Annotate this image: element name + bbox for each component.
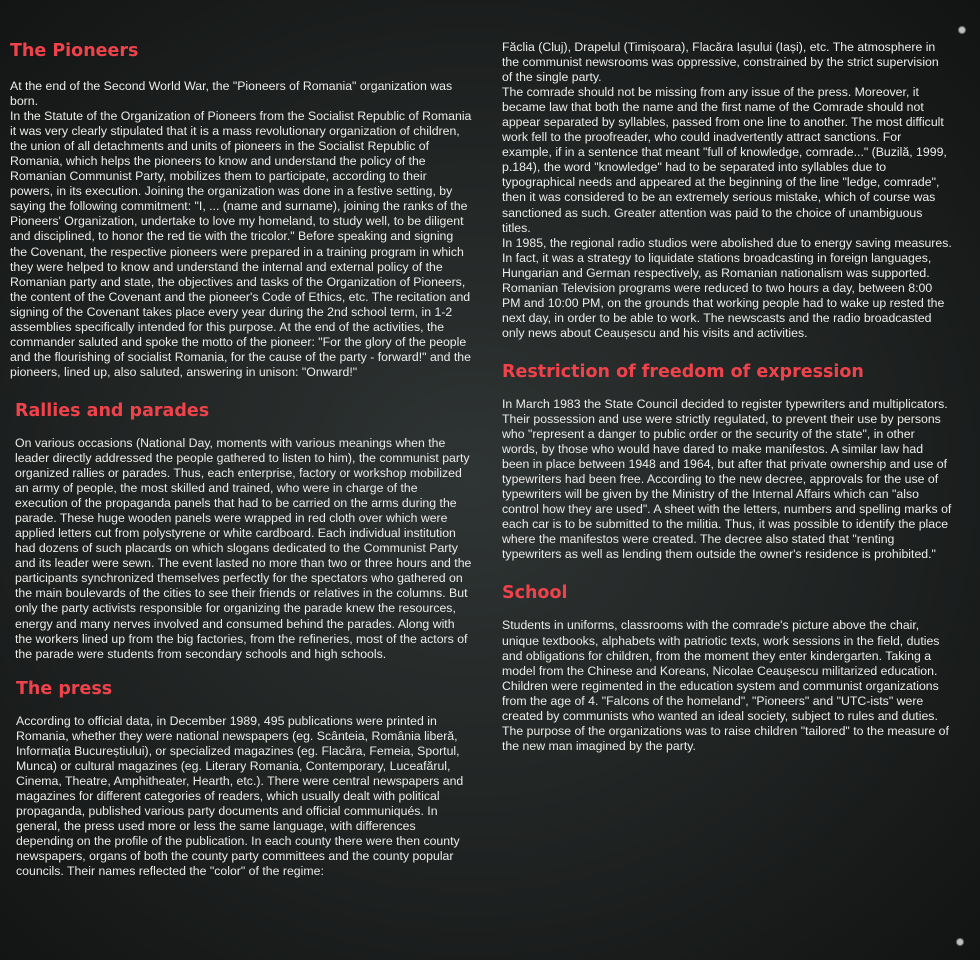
restriction-heading: Restriction of freedom of expression [502, 361, 864, 382]
mounting-screw-icon [956, 938, 964, 946]
rallies-paragraph: On various occasions (National Day, moments with various meanings when the leader directly addressed the people gathered to listen to him), the communist party organized rallies or parades. Thus, each enterprise, factory or workshop mobilized an army of people, the most skilled and trained, who were in charge of the execution of the propaganda panels that had to be carried on the arms during the parade. These huge wooden panels were wrapped in red cloth over which were applied letters cut from polystyrene or white cardboard. Each individual institution had dozens of such placards on which slogans dedicated to the Communist Party and its leader were sewn. The event lasted no more than two or three hours and the participants synchronized themselves perfectly for the spectators who gathered on the main boulevards of the cities to see their friends or relatives in the columns. But only the party activists responsible for organizing the parade knew the resources, energy and many nerves involved and consumed behind the parades. Along with the workers lined up from the big factories, from the refineries, most of the actors of the parade were students from secondary schools and high schools. [15, 435, 472, 661]
left-column [10, 40, 472, 879]
pioneers-paragraph-1: At the end of the Second World War, the "Pioneers of Romania" organization was born. [10, 79, 453, 109]
right-column [502, 40, 952, 754]
pioneers-heading: The Pioneers [10, 41, 139, 61]
rallies-heading: Rallies and parades [15, 400, 210, 421]
mounting-screw-icon [958, 26, 966, 34]
school-paragraph: Students in uniforms, classrooms with the comrade's picture above the chair, unique textbooks, alphabets with patriotic texts, work sessions in the field, duties and obligations for children, from the moment they enter kindergarten. Taking a model from the Chinese and Koreans, Nicolae Ceaușescu militarized education. Children were regimented in the education system and communist organizations from the age of 4. "Falcons of the homeland", "Pioneers" and "UTC-ists" were created by communists who wanted an ideal society, subject to rules and duties. The purpose of the organizations was to raise children "tailored" to the measure of the new man imagined by the party. [502, 618, 949, 753]
press-paragraph-1: According to official data, in December 1989, 495 publications were printed in Romania, whether they were national newspapers (eg. Scânteia, România liberă, Informația Bucureștiului), or specialized magazines (eg. Flacăra, Femeia, Sportul, Munca) or cultural magazines (eg. Literary Romania, Contemporary, Luceafărul, Cinema, Theatre, Amphitheater, Hearth, etc.). There were central newspapers and magazines for different categories of readers, which usually dealt with political propaganda, published various party documents and official communiqués. In general, the press used more or less the same language, with differences depending on the profile of the publication. In each county there were then county newspapers, organs of both the county party committees and the county popular councils. Their names reflected the "color" of the regime: [16, 713, 464, 879]
press-paragraph-4: In 1985, the regional radio studios were abolished due to energy saving measures. In fact, it was a strategy to liquidate stations broadcasting in foreign languages, Hungarian and German respectively, as Romanian nationalism was supported. Romanian Television programs were reduced to two hours a day, between 8:00 PM and 10:00 PM, on the grounds that working people had to wake up rested the next day, in order to be able to work. The newscasts and the radio broadcasted only news about Ceaușescu and his visits and activities. [502, 235, 952, 340]
press-paragraph-2: Făclia (Cluj), Drapelul (Timișoara), Flacăra Iașului (Iași), etc. The atmosphere in the communist newsrooms was oppressive, constrained by the strict supervision of the single party. [502, 40, 939, 85]
press-paragraph-3: The comrade should not be missing from any issue of the press. Moreover, it became law that both the name and the first name of the Comrade should not appear separated by syllables, passed from one line to another. The most difficult work fell to the proofreader, who could inadvertently attract sanctions. For example, if in a sentence that meant "full of knowledge, comrade..." (Buzilă, 1999, p.184), the word "knowledge" had to be separated into syllables due to typographical needs and appeared at the beginning of the line "ledge, comrade", then it was considered to be an extremely serious mistake, which of course was sanctioned as such. Greater attention was paid to the choice of unambiguous titles. [502, 85, 947, 235]
press-heading: The press [16, 678, 113, 699]
pioneers-paragraph-2: In the Statute of the Organization of Pioneers from the Socialist Republic of Romania it was very clearly stipulated that it is a mass revolutionary organization of children, the union of all detachments and units of pioneers in the Socialist Republic of Romania, which helps the pioneers to know and understand the policy of the Romanian Communist Party, mobilizes them to participate, according to their powers, in its execution. Joining the organization was done in a festive setting, by saying the following commitment: "I, ... (name and surname), joining the ranks of the Pioneers' Organization, undertake to love my homeland, to study well, to be diligent and disciplined, to honor the red tie with the tricolor." Before speaking and signing the Covenant, the respective pioneers were prepared in a training program in which they were helped to know and understand the internal and external policy of the Romanian party and state, the objectives and tasks of the Organization of Pioneers, the content of the Covenant and the pioneer's Code of Ethics, etc. The recitation and signing of the Covenant takes place every year during the 2nd school term, in 1-2 assemblies specifically intended for this purpose. At the end of the activities, the commander saluted and spoke the motto of the pioneer: "For the glory of the people and the flourishing of socialist Romania, for the cause of the party - forward!" and the pioneers, lined up, also saluted, answering in unison: "Onward!" [10, 109, 472, 379]
school-heading: School [502, 583, 568, 604]
restriction-paragraph: In March 1983 the State Council decided to register typewriters and multiplicators. Their possession and use were strictly regulated, to prevent their use by persons who "represent a danger to public order or the security of the state", in other words, by those who would have dared to make manifestos. A similar law had been in place between 1948 and 1964, but after that private ownership and use of typewriters had been free. According to the new decree, approvals for the use of typewriters will be given by the Ministry of the Internal Affairs which can "also control how they are used". A sheet with the letters, numbers and spelling marks of each car is to be submitted to the militia. Thus, it was possible to identify the place where the manifestos were created. The decree also stated that "renting typewriters as well as lending them outside the owner's residence is prohibited." [502, 396, 952, 562]
